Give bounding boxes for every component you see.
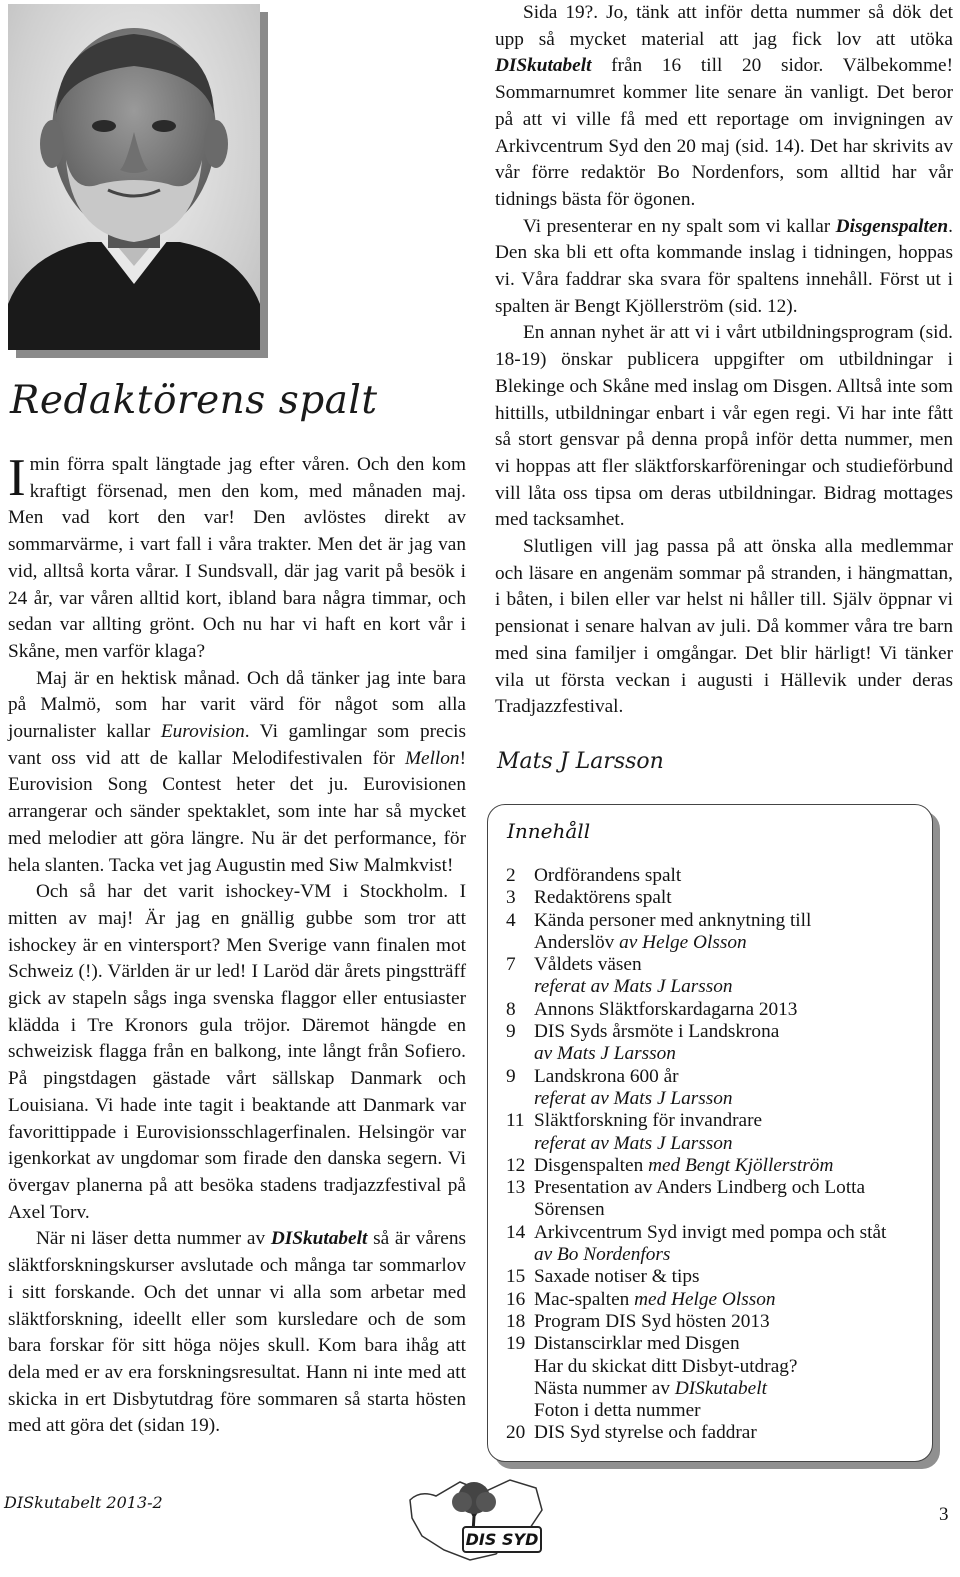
- right-paragraph-3: En annan nyhet är att vi i vårt utbildningsprogram (sid. 18-19) önskar publicera uppgifter om utbildningar i Blekinge och Skåne med inslag om Disgen. Alltså inte som hittills, utbildningar enbart i vår egen regi. Vi har inte fått så stort gensvar på denna propå inför detta nummer, men vi hoppas att fler släktforskarföreningar och studieförbund vill låta oss tipsa om deras utbildningar. Bidrag mottages med tacksamhet.: [495, 322, 953, 531]
- brand-disgenspalten: Disgenspalten: [835, 215, 949, 237]
- contents-item-page: 13: [506, 1177, 526, 1199]
- contents-item: [506, 1356, 926, 1378]
- contents-item-page: [506, 932, 534, 954]
- right-paragraph-2-text-a: Vi presenterar en ny spalt som vi kallar: [523, 215, 836, 237]
- contents-item-title: Ordförandens spalt: [534, 865, 682, 886]
- contents-item: [506, 1066, 926, 1088]
- contents-item: [506, 865, 926, 887]
- contents-item-title: Foton i detta nummer: [534, 1400, 701, 1422]
- contents-item-page: 20: [506, 1422, 526, 1444]
- right-paragraph-4: Slutligen vill jag passa på att önska alla medlemmar och läsare en angenäm sommar på stranden, i hängmattan, i båten, i bilen eller var helst ni håller till. Själv öppnar vi pensionat i senare halvan av juli. Då kommer våra tre barn med sina familjer i omgångar. Det blir härligt! Vi tänker vila ut första veckan i augusti i Hällevik under deras Tradjazzfestival.: [495, 536, 953, 718]
- contents-title: Innehåll: [507, 819, 591, 843]
- contents-item-text: [534, 954, 926, 976]
- contents-item: [506, 1266, 926, 1288]
- right-paragraph-1-text-b: från 16 till 20 sidor. Välbekomme! Sommarnumret kommer lite senare än vanligt. Det beror på att vi ville få med ett reportage om invigningen av Arkivcentrum Syd den 20 maj (sid. 14). Det har skrivits av vår förre redaktör Bo Nordenfors, som alltid har vår tidnings bästa för ögonen.: [495, 55, 953, 210]
- contents-item-byline: DISkutabelt: [674, 1377, 767, 1399]
- contents-item-title: Anderslöv: [534, 931, 620, 953]
- contents-item-title: Mac-spalten: [534, 1288, 635, 1310]
- contents-item-text: [534, 1244, 926, 1266]
- right-paragraph-2-text-b: . Den ska bli ett ofta kommande inslag i tidningen, hoppas vi. Våra faddrar ska svara för spaltens innehåll. Först ut i spalten är Bengt Kjöllerström (sid. 12).: [495, 215, 953, 317]
- contents-item-page: [506, 976, 534, 998]
- contents-item-text: [534, 1356, 926, 1378]
- contents-item: [506, 999, 926, 1021]
- contents-item-page: 19: [506, 1333, 526, 1355]
- paragraph-2-text-c: ! Eurovision Song Contest heter det ju. Eurovisionen arrangerar och sänder spektaklet, som inte har så mycket med melodier att göra längre. Nu är det performance, för hela slanten. Tacka vet jag Augustin med Siw Malmkvist!: [8, 747, 466, 876]
- contents-item: [506, 1422, 926, 1444]
- page-title: Redaktörens spalt: [10, 378, 378, 423]
- contents-item-page: [506, 1378, 534, 1400]
- contents-item-title: Program DIS Syd hösten 2013: [534, 1310, 770, 1332]
- contents-item-page: 9: [506, 1065, 516, 1087]
- contents-item-page: [506, 1043, 534, 1065]
- contents-item: [506, 910, 926, 932]
- contents-item-byline: av Mats J Larsson: [534, 1043, 676, 1065]
- contents-item-text: [534, 1177, 926, 1199]
- contents-item: [506, 1110, 926, 1132]
- author-signature: Mats J Larsson: [497, 749, 664, 774]
- contents-item-text: [534, 1378, 926, 1400]
- contents-item-title: Landskrona 600 år: [534, 1065, 679, 1087]
- contents-item-title: Sörensen: [534, 1199, 605, 1221]
- left-column: [8, 449, 467, 1440]
- contents-item-text: [534, 1266, 926, 1288]
- contents-item-page: [506, 1133, 534, 1155]
- contents-item-page: 18: [506, 1310, 526, 1332]
- contents-item-title: Arkivcentrum Syd invigt med pompa och ståt: [534, 1221, 887, 1243]
- contents-item-text: [534, 1133, 926, 1155]
- contents-item-page: 11: [506, 1110, 525, 1132]
- contents-item-title: DIS Syds årsmöte i Landskrona: [534, 1021, 780, 1043]
- contents-item-page: 2: [506, 865, 516, 886]
- contents-item-text: [534, 1110, 926, 1132]
- drop-cap: I: [8, 449, 26, 507]
- contents-item: [506, 1222, 926, 1244]
- footer-issue: DISkutabelt 2013-2: [4, 1493, 163, 1512]
- contents-item-byline: referat av Mats J Larsson: [534, 1132, 733, 1154]
- contents-item-title: Saxade notiser & tips: [534, 1266, 700, 1288]
- contents-item: [506, 1289, 926, 1311]
- contents-item: [506, 1199, 926, 1221]
- contents-item: [506, 1378, 926, 1400]
- contents-item-page: [506, 1088, 534, 1110]
- right-paragraph-1-text-a: Sida 19?. Jo, tänk att inför detta nummer så dök det upp så mycket material att jag fick lov att utöka: [495, 2, 953, 50]
- contents-item-text: [534, 999, 926, 1021]
- contents-item-title: Presentation av Anders Lindberg och Lotta: [534, 1177, 866, 1199]
- contents-item-title: Släktforskning för invandrare: [534, 1110, 763, 1132]
- right-column: [495, 0, 953, 721]
- contents-item: [506, 1311, 926, 1333]
- contents-item-text: [534, 932, 926, 954]
- contents-item-title: Våldets väsen: [534, 954, 642, 976]
- contents-item-title: DIS Syd styrelse och faddrar: [534, 1422, 757, 1444]
- paragraph-4-text-a: När ni läser detta nummer av: [36, 1228, 271, 1250]
- right-paragraph-2: [495, 214, 953, 321]
- contents-item-text: [534, 976, 926, 998]
- author-photo: [8, 4, 260, 350]
- contents-item-page: 8: [506, 998, 516, 1020]
- contents-item-page: 3: [506, 887, 516, 909]
- contents-item-page: [506, 1356, 534, 1378]
- contents-item-title: Nästa nummer av: [534, 1377, 675, 1399]
- contents-item-byline: med Helge Olsson: [634, 1288, 776, 1310]
- paragraph-1: [8, 449, 466, 666]
- paragraph-2-text-a: Maj är en hektisk månad. Och då tänker jag inte bara på Malmö, som har varit värd för något som alla journalister kallar: [8, 667, 466, 743]
- contents-item-page: 12: [506, 1154, 526, 1176]
- contents-item-page: [506, 1400, 534, 1422]
- paragraph-3: Och så har det varit ishockey-VM i Stockholm. I mitten av maj! Är jag en gnällig gubbe som tror att ishockey är en vintersport? Men Sverige vann finalen mot Schweiz (!). Världen är ur led! I Laröd där årets pingstträff gick av stapeln sågs inga svenska flaggor eller entusiaster klädda i Tre Kronors gula tröjor. Däremot hängde en schweizisk flagga från en balkong, inte långt från Sofiero. På pingstdagen gästade vårt sällskap Danmark och Louisiana. Vi hade inte tagit i beaktande att Danmark var favorittippade i Eurovisionsschlagerfinalen. Helsingör var igenkorkat av ungdomar som firade den danska segern. Vi övergav planerna på att besöka stadens tradjazzfestival på Axel Torv.: [8, 881, 466, 1223]
- contents-item: [506, 1133, 926, 1155]
- contents-item-title: Disgenspalten: [534, 1154, 649, 1176]
- contents-box: [487, 804, 933, 1462]
- mellon-italic: Mellon: [404, 747, 460, 769]
- contents-item: [506, 887, 926, 909]
- eurovision-italic: Eurovision: [160, 721, 245, 743]
- contents-item-text: [534, 1155, 926, 1177]
- contents-item-byline: med Bengt Kjöllerström: [648, 1154, 834, 1176]
- portrait-image: [8, 4, 260, 350]
- contents-item-text: [534, 1222, 926, 1244]
- contents-item-page: [506, 1244, 534, 1266]
- contents-item: [506, 1043, 926, 1065]
- paragraph-4-text-b: så är vårens släktforskningskurser avslutade och många tar sommarlov i sitt forskande. Och det unnar vi alla som arbetar med släktforskning, ideellt eller som kursledare och de som bara forskar för sitt höga nöjes skull. Kom bara ihåg att dela med er av era forskningsresultat. Hann ni inte med att skicka in ert Disbytutdrag före sommaren så starta hösten med att göra det (sidan 19).: [8, 1228, 466, 1437]
- contents-item-text: [534, 1333, 926, 1355]
- contents-item: [506, 954, 926, 976]
- brand-diskutabelt: DISkutabelt: [270, 1228, 368, 1250]
- contents-item: [506, 1155, 926, 1177]
- contents-item: [506, 1177, 926, 1199]
- contents-item-text: [534, 1199, 926, 1221]
- contents-item-byline: referat av Mats J Larsson: [534, 976, 733, 998]
- tree-map-logo-icon: [400, 1470, 550, 1570]
- contents-item-text: [534, 1289, 926, 1311]
- contents-item: [506, 932, 926, 954]
- brand-diskutabelt-right: DISkutabelt: [495, 55, 592, 77]
- contents-item-text: [534, 865, 926, 887]
- paragraph-2: [8, 666, 466, 880]
- contents-item-page: 4: [506, 909, 516, 931]
- contents-item-byline: av Bo Nordenfors: [534, 1244, 671, 1266]
- contents-item-text: [534, 1043, 926, 1065]
- paragraph-4: [8, 1226, 466, 1440]
- contents-item-text: [534, 1400, 926, 1422]
- contents-item: [506, 1088, 926, 1110]
- contents-item-page: 7: [506, 954, 516, 976]
- contents-item-text: [534, 910, 926, 932]
- contents-item-text: [534, 1021, 926, 1043]
- right-paragraph-1: [495, 0, 953, 214]
- contents-item-title: Kända personer med anknytning till: [534, 909, 812, 931]
- contents-item-text: [534, 1422, 926, 1444]
- contents-item-page: 16: [506, 1288, 526, 1310]
- contents-item-page: [506, 1199, 534, 1221]
- paragraph-2-text-b: . Vi gamlingar som precis vant oss vid att de kallar Melodifestivalen för: [8, 721, 467, 769]
- contents-item-byline: av Helge Olsson: [619, 931, 747, 953]
- contents-item: [506, 1400, 926, 1422]
- contents-item-title: Har du skickat ditt Disbyt-utdrag?: [534, 1355, 798, 1377]
- contents-item-title: Redaktörens spalt: [534, 887, 672, 909]
- contents-item: [506, 1021, 926, 1043]
- contents-item-page: 15: [506, 1266, 526, 1288]
- dis-syd-logo-text: DIS SYD: [462, 1526, 542, 1553]
- contents-item-title: Distanscirklar med Disgen: [534, 1333, 740, 1355]
- contents-item: [506, 1244, 926, 1266]
- contents-item-byline: referat av Mats J Larsson: [534, 1087, 733, 1109]
- contents-list: [506, 865, 926, 1445]
- contents-item-text: [534, 1311, 926, 1333]
- contents-item-title: Annons Släktforskardagarna 2013: [534, 998, 798, 1020]
- page-number: 3: [939, 1504, 949, 1525]
- contents-item: [506, 1333, 926, 1355]
- contents-item-text: [534, 1088, 926, 1110]
- contents-item-page: 14: [506, 1221, 526, 1243]
- paragraph-1-text: min förra spalt längtade jag efter våren. Och den kom kraftigt försenad, men den kom, med månaden maj. Men vad kort den var! Den avlöstes direkt av sommarvärme, i vart fall i våra trakter. Men det är jag van vid, alltså korta vårar. I Sundsvall, där jag varit på besök i 24 år, var våren alltid kort, ibland bara några timmar, och sedan var allting grönt. Och nu har vi haft en kort vår i Skåne, men varför klaga?: [8, 454, 466, 662]
- contents-item: [506, 976, 926, 998]
- contents-item-text: [534, 1066, 926, 1088]
- contents-item-text: [534, 887, 926, 909]
- contents-item-page: 9: [506, 1021, 516, 1043]
